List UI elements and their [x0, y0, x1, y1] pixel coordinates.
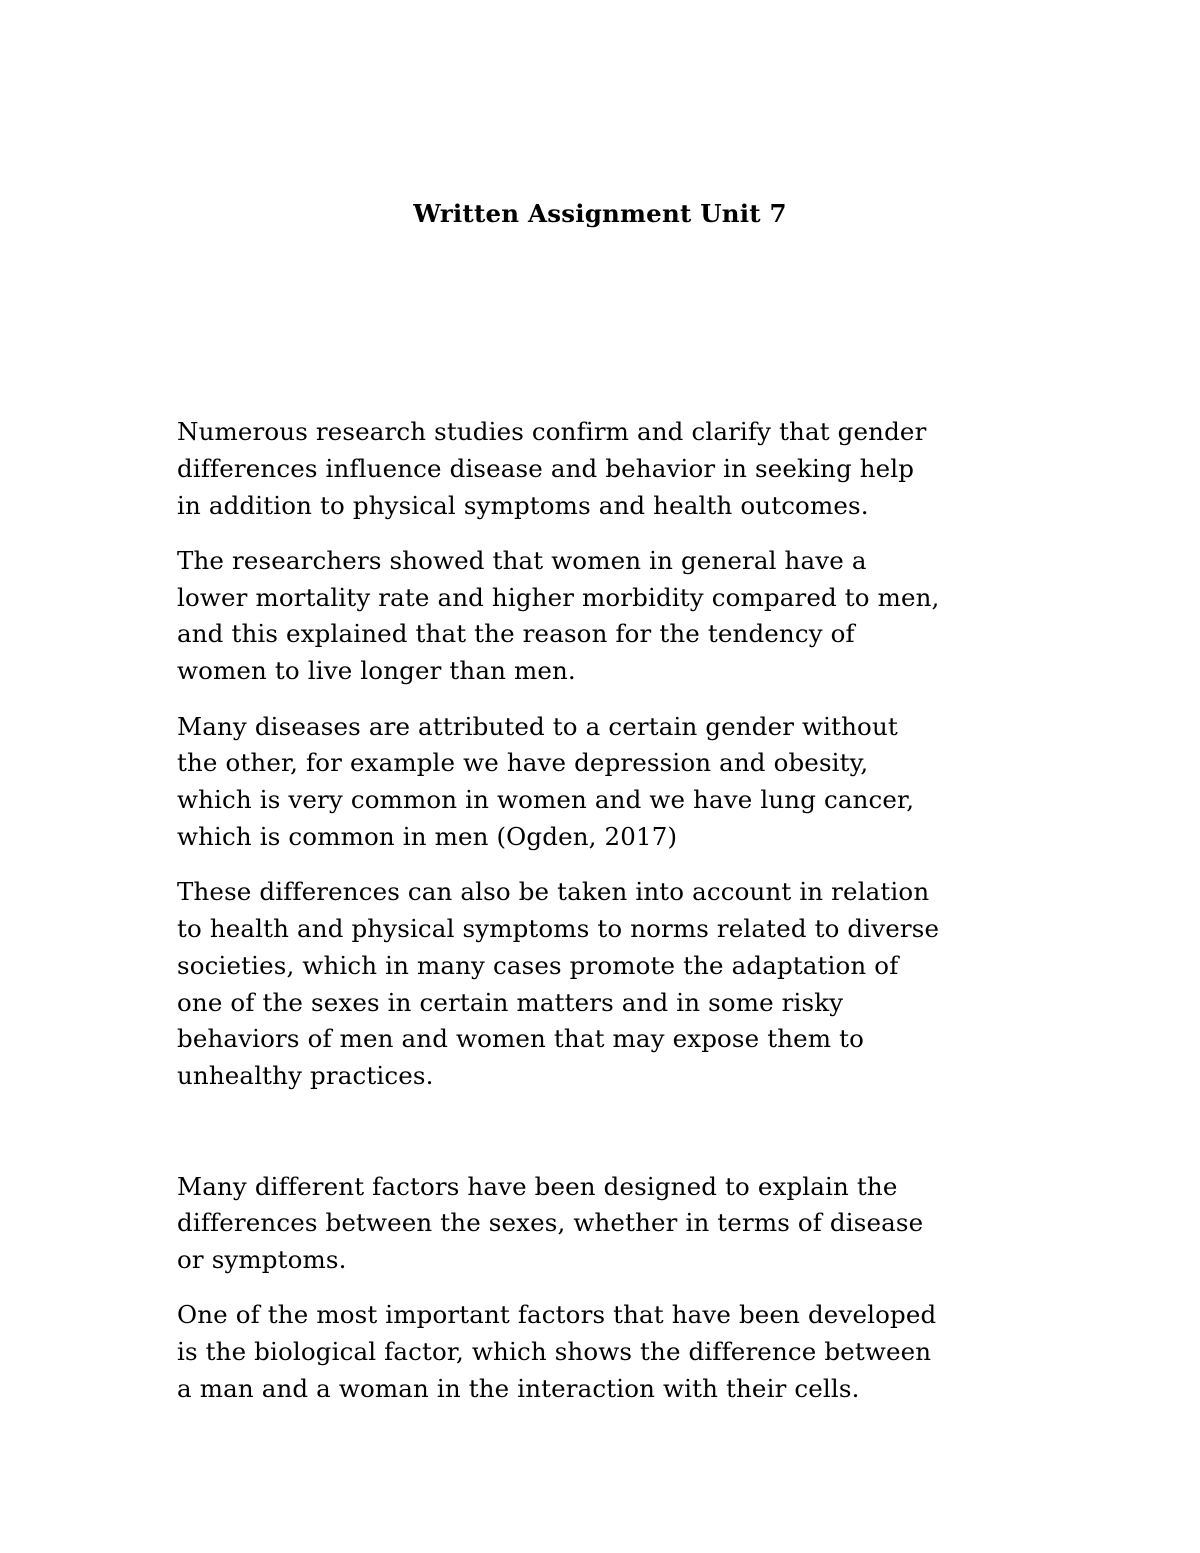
text-line: Numerous research studies confirm and clarify that gender	[177, 417, 927, 446]
text-line: differences influence disease and behavior in seeking help	[177, 453, 915, 483]
text-line: a man and a woman in the interaction with their cells.	[177, 1374, 860, 1404]
paragraph-4	[177, 874, 1037, 1095]
text-line: to health and physical symptoms to norms related to diverse	[177, 914, 940, 944]
text-line: behaviors of men and women that may expose them to	[177, 1024, 865, 1054]
text-line: or symptoms.	[177, 1245, 347, 1275]
paragraph-2	[177, 543, 1037, 690]
text-line: which is very common in women and we have lung cancer,	[177, 785, 915, 815]
text-line: women to live longer than men.	[177, 656, 576, 686]
text-line: is the biological factor, which shows the difference between	[177, 1337, 932, 1367]
text-line: These differences can also be taken into account in relation	[177, 877, 930, 907]
text-line: unhealthy practices.	[177, 1061, 434, 1091]
text-line: in addition to physical symptoms and health outcomes.	[177, 490, 869, 520]
paragraph-3	[177, 709, 1037, 856]
text-line: which is common in men (Ogden, 2017)	[177, 821, 678, 851]
text-line: Many different factors have been designed to explain the	[177, 1171, 898, 1201]
text-line: One of the most important factors that have been developed	[177, 1300, 937, 1330]
text-line: differences between the sexes, whether in terms of disease	[177, 1208, 924, 1238]
text-line: one of the sexes in certain matters and in some risky	[177, 987, 844, 1017]
text-line: The researchers showed that women in general have a	[177, 545, 867, 575]
text-line: Many diseases are attributed to a certain gender without	[177, 711, 898, 741]
paragraph-6	[177, 1297, 1037, 1407]
paragraph-spacer	[177, 1114, 1037, 1169]
document-title: Written Assignment Unit 7	[413, 199, 787, 228]
text-line: societies, which in many cases promote the adaptation of	[177, 950, 899, 980]
text-line: and this explained that the reason for the tendency of	[177, 619, 855, 649]
text-line: lower mortality rate and higher morbidity compared to men,	[177, 582, 940, 612]
document-body	[177, 414, 1037, 1426]
text-line: the other, for example we have depression and obesity,	[177, 748, 869, 778]
paragraph-5	[177, 1169, 1037, 1279]
paragraph-1	[177, 414, 1037, 524]
